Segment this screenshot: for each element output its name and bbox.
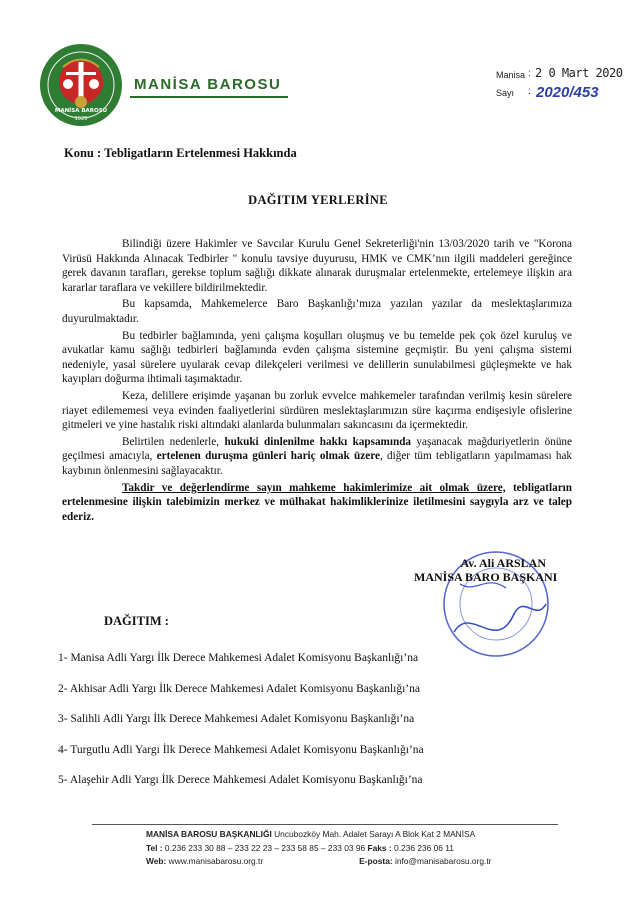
letter-body bbox=[62, 237, 572, 526]
document-heading: DAĞITIM YERLERİNE bbox=[248, 193, 388, 207]
footer-address-line bbox=[146, 829, 475, 839]
footer-email-label: E-posta: bbox=[359, 856, 393, 866]
p5-text-a: Belirtilen nedenlerle, bbox=[122, 435, 225, 448]
org-name: MANİSA BAROSU bbox=[134, 76, 282, 93]
subject-label: Konu bbox=[64, 146, 94, 160]
footer-fax: 0.236 236 06 11 bbox=[391, 843, 454, 853]
footer-divider bbox=[92, 824, 558, 825]
number-colon: : bbox=[528, 86, 531, 97]
footer-phone-line bbox=[146, 843, 454, 853]
org-name-underline bbox=[130, 96, 288, 98]
document-date: 2 0 Mart 2020 bbox=[535, 66, 623, 80]
subject-text: : Tebligatların Ertelenmesi Hakkında bbox=[97, 146, 297, 160]
footer-email-link[interactable]: info@manisabarosu.org.tr bbox=[392, 856, 492, 866]
document-number: 2020/453 bbox=[536, 84, 599, 101]
footer-tel-label: Tel : bbox=[146, 843, 163, 853]
paragraph-4: Keza, delillere erişimde yaşanan bu zorluk evvelce mahkemeler tarafından verilmiş kesin sürelere riayet edilememesi veya evinden faaliyetlerini sürdüren meslektaşlarımızın süre kaçırma endişesiyle ofislerine gitmeleri ve yine hastalık riski altındaki alanlarda bulunmaları sakıncasını da içermektedir. bbox=[62, 389, 572, 432]
distribution-list bbox=[58, 652, 558, 805]
distribution-item: 5- Alaşehir Adli Yargı İlk Derece Mahkemesi Adalet Komisyonu Başkanlığı’na bbox=[58, 774, 423, 786]
p5-bold-a: hukuki dinlenilme hakkı kapsamında bbox=[224, 435, 412, 448]
subject-line bbox=[64, 146, 297, 161]
signature-block bbox=[414, 556, 558, 584]
p5-bold-b: ertelenen duruşma günleri hariç olmak üzere bbox=[156, 450, 380, 463]
signatory-name: Av. Ali ARSLAN bbox=[460, 556, 546, 570]
paragraph-3: Bu tedbirler bağlamında, yeni çalışma koşulları oluşmuş ve bu temelde pek çok özel kuruluş ve avukatlar kamu sağlığı tedbirleri bağlamında evden çalışma sistemine geçmiştir. Bu yeni çalışma sistemi nedeniyle, yasal sürelere uyularak cevap dilekçeleri verilmesi ve delillerin sunulabilmesi güçleşmekte ve hak kayıpları doğurma ihtimali taşımaktadır. bbox=[62, 329, 572, 386]
bar-association-logo bbox=[38, 42, 124, 128]
place-label: Manisa bbox=[496, 70, 526, 80]
p6-underlined: Takdir ve değerlendirme sayın mahkeme hakimlerimize ait olmak üzere, bbox=[122, 481, 506, 494]
p5-text-b: yaşanacak mağduriyetlerin önüne geçilmesi amacıyla, bbox=[62, 435, 572, 463]
paragraph-1: Bilindiği üzere Hakimler ve Savcılar Kurulu Genel Sekreterliği'nin 13/03/2020 tarih ve "Korona Virüsü Hakkında Alınacak Tedbirler " konulu tavsiye duyurusu, HMK ve CMK’nın ilgili maddeleri gereğince gerek davanın tarafları, gerekse toplum sağlığı dikkate alınarak duruşmalar ertelenmekte, ertelemeye ilişkin ara kararlar taraflara ve vekillere bildirilmektedir. bbox=[62, 238, 572, 294]
p5-text-c: , diğer tüm tebligatların yapılmaması hak kaybının önlenmesini sağlayacaktır. bbox=[62, 450, 573, 477]
footer-fax-label: Faks : bbox=[367, 843, 392, 853]
paragraph-2: Bu kapsamda, Mahkemelerce Baro Başkanlığı’mıza yazılan yazılar da meslektaşlarımıza duyurulmaktadır. bbox=[62, 298, 572, 325]
place-colon: : bbox=[528, 68, 531, 79]
footer-address: Uncubozköy Mah. Adalet Sarayı A Blok Kat 2 MANİSA bbox=[271, 829, 476, 839]
distribution-item: 1- Manisa Adli Yargı İlk Derece Mahkemesi Adalet Komisyonu Başkanlığı’na bbox=[58, 652, 419, 664]
distribution-title: DAĞITIM : bbox=[104, 614, 169, 628]
logo-year: 1925 bbox=[74, 116, 88, 122]
number-label: Sayı bbox=[496, 88, 515, 98]
footer-web-label: Web: bbox=[146, 856, 167, 866]
p6-text: tebligatların ertelenmesine ilişkin talebimizin merkez ve mülhakat hakimliklerinize iletilmesini saygıyla arz ve talep ederiz. bbox=[62, 481, 572, 523]
footer-org: MANİSA BAROSU BAŞKANLIĞI bbox=[146, 829, 272, 839]
paragraph-5 bbox=[62, 435, 572, 479]
distribution-item: 4- Turgutlu Adli Yargı İlk Derece Mahkemesi Adalet Komisyonu Başkanlığı’na bbox=[58, 743, 424, 756]
distribution-item: 3- Salihli Adli Yargı İlk Derece Mahkemesi Adalet Komisyonu Başkanlığı’na bbox=[58, 713, 415, 725]
signatory-title: MANİSA BARO BAŞKANI bbox=[414, 570, 558, 584]
footer-web-line bbox=[146, 856, 491, 866]
footer-tel: 0.236 233 30 88 – 233 22 23 – 233 58 85 – 233 03 96 bbox=[162, 843, 368, 853]
paragraph-6 bbox=[62, 481, 572, 525]
logo-org-text: MANİSA BAROSU bbox=[54, 108, 108, 114]
footer-web-link[interactable]: www.manisabarosu.org.tr bbox=[166, 856, 264, 866]
distribution-item: 2- Akhisar Adli Yargı İlk Derece Mahkemesi Adalet Komisyonu Başkanlığı’na bbox=[58, 682, 420, 695]
